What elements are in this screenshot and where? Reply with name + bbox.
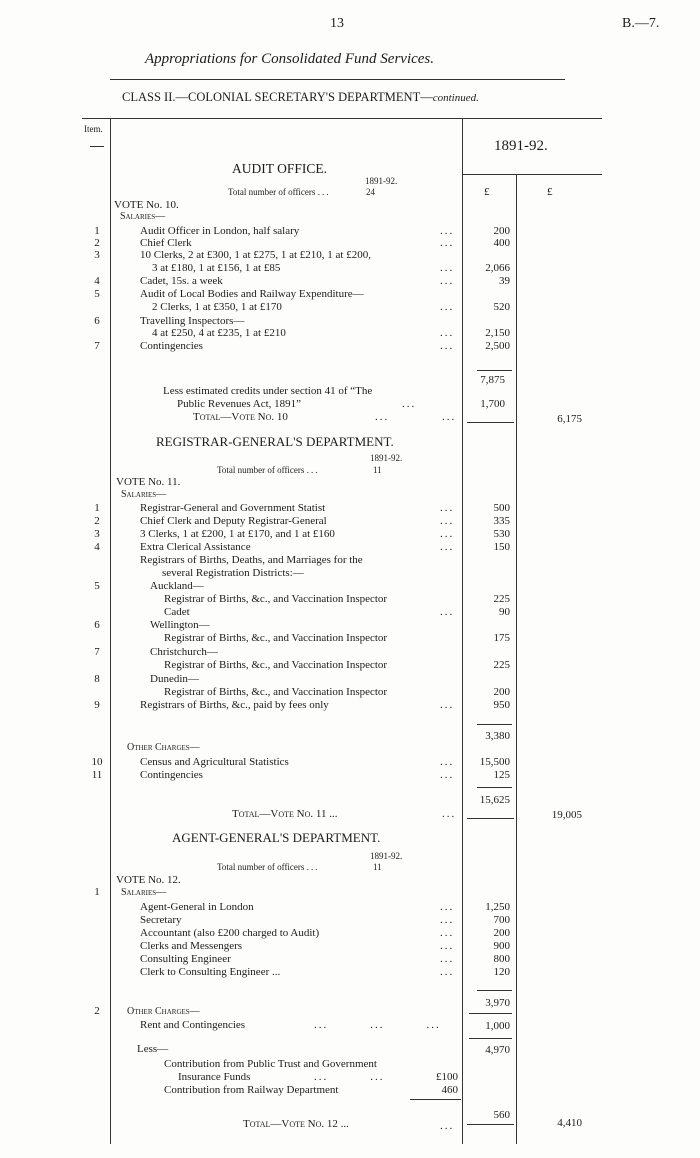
agent-sum: 4,970	[485, 1044, 510, 1056]
row-amount: 800	[493, 953, 510, 965]
row-amount: 2,500	[485, 340, 510, 352]
audit-subtotal-rule	[477, 370, 512, 371]
audit-less-line1: Less estimated credits under section 41 of “The	[163, 385, 373, 397]
agent-rent-rule-bottom	[469, 1038, 512, 1039]
row-amount: 500	[493, 502, 510, 514]
agent-salaries-label: Salaries—	[121, 887, 167, 898]
agent-subtotal: 3,970	[485, 997, 510, 1009]
leader-dots: ...	[440, 262, 455, 274]
agent-officers-count: 11	[373, 862, 382, 872]
agent-contrib2: Contribution from Railway Department	[164, 1084, 339, 1096]
registrar-other-subtotal: 15,625	[479, 794, 510, 806]
row-text: Secretary	[140, 914, 182, 926]
item-number: 6	[94, 619, 100, 631]
class-heading-text: CLASS II.—COLONIAL SECRETARY'S DEPARTMENT—	[122, 90, 433, 104]
registrar-officers-count: 11	[373, 465, 382, 475]
row-amount: 150	[493, 541, 510, 553]
agent-item-1: 1	[94, 886, 100, 898]
total-column-rule	[516, 175, 517, 1144]
row-amount: 400	[493, 237, 510, 249]
audit-less-dots: ...	[402, 398, 417, 410]
agent-officers-year: 1891-92.	[370, 851, 403, 861]
item-number: 1	[94, 225, 100, 237]
row-text: Cadet	[164, 606, 190, 618]
row-text: Christchurch—	[150, 646, 218, 658]
audit-total-dots2: ...	[442, 411, 457, 423]
row-amount: 950	[493, 699, 510, 711]
item-number: 3	[94, 249, 100, 261]
agent-contrib1-line1: Contribution from Public Trust and Government	[164, 1058, 377, 1070]
row-text: 4 at £250, 4 at £235, 1 at £210	[152, 327, 286, 339]
agent-rent-amount: 1,000	[485, 1020, 510, 1032]
leader-dots: ...	[440, 940, 455, 952]
item-number: 1	[94, 502, 100, 514]
agent-other-label: Other Charges—	[127, 1006, 200, 1017]
audit-total-rule	[467, 422, 514, 423]
class-heading	[122, 90, 479, 105]
item-number: 4	[94, 275, 100, 287]
agent-heading: AGENT-GENERAL'S DEPARTMENT.	[172, 830, 381, 845]
leader-dots: ...	[440, 515, 455, 527]
agent-rent-dots: ... ... ...	[314, 1019, 441, 1031]
leader-dots: ...	[440, 699, 455, 711]
agent-contrib2-amount: 460	[441, 1084, 458, 1096]
registrar-vote: VOTE No. 11.	[116, 476, 181, 488]
row-text: Travelling Inspectors—	[140, 315, 245, 327]
row-text: 3 Clerks, 1 at £200, 1 at £170, and 1 at £160	[140, 528, 335, 540]
item-header-dash	[90, 146, 104, 147]
item-number: 2	[94, 515, 100, 527]
audit-total-label: Total—Vote No. 10	[193, 411, 288, 423]
row-amount: 225	[493, 659, 510, 671]
row-text: Registrar-General and Government Statist	[140, 502, 326, 514]
document-reference: B.—7.	[622, 16, 660, 31]
leader-dots: ...	[440, 502, 455, 514]
table-top-rule	[82, 118, 602, 119]
row-amount: 530	[493, 528, 510, 540]
leader-dots: ...	[440, 275, 455, 287]
audit-officers-count: 24	[366, 187, 375, 197]
leader-dots: ...	[440, 953, 455, 965]
audit-total-dots1: ...	[375, 411, 390, 423]
page-number: 13	[330, 16, 344, 31]
page-title: Appropriations for Consolidated Fund Services.	[145, 51, 435, 67]
row-amount: 200	[493, 225, 510, 237]
agent-total-dots: ...	[440, 1120, 455, 1132]
agent-officers-label: Total number of officers ...	[217, 862, 320, 872]
audit-subtotal: 7,875	[480, 374, 505, 386]
pound-sign-amount: £	[484, 186, 490, 198]
audit-officers-year: 1891-92.	[365, 176, 398, 186]
leader-dots: ...	[440, 301, 455, 313]
leader-dots: ...	[440, 327, 455, 339]
leader-dots: ...	[440, 237, 455, 249]
row-text: 2 Clerks, 1 at £350, 1 at £170	[152, 301, 282, 313]
registrar-other-rule	[477, 787, 512, 788]
leader-dots: ...	[440, 914, 455, 926]
agent-subtotal-rule	[477, 990, 512, 991]
row-amount: 520	[493, 301, 510, 313]
row-amount: 200	[493, 686, 510, 698]
row-text: Census and Agricultural Statistics	[140, 756, 289, 768]
row-text: Contingencies	[140, 340, 203, 352]
row-amount: 900	[493, 940, 510, 952]
leader-dots: ...	[440, 606, 455, 618]
agent-rent-text: Rent and Contingencies	[140, 1019, 246, 1031]
item-number: 11	[91, 769, 103, 781]
agent-less-label: Less—	[137, 1043, 169, 1055]
row-text: Chief Clerk and Deputy Registrar-General	[140, 515, 327, 527]
leader-dots: ...	[440, 901, 455, 913]
item-number: 5	[94, 580, 100, 592]
item-number: 4	[94, 541, 100, 553]
item-number: 5	[94, 288, 100, 300]
agent-total-amount: 4,410	[557, 1117, 582, 1129]
row-amount: 2,066	[485, 262, 510, 274]
row-text: Audit of Local Bodies and Railway Expenditure—	[140, 288, 364, 300]
item-column-rule	[110, 119, 111, 1144]
row-amount: 200	[493, 927, 510, 939]
row-text: Wellington—	[150, 619, 210, 631]
audit-less-line2: Public Revenues Act, 1891”	[177, 398, 302, 410]
registrar-officers-label-text: Total number of officers	[217, 465, 305, 475]
registrar-total-dots: ...	[442, 808, 457, 820]
audit-officers-label: Total number of officers ...	[228, 187, 331, 197]
row-text: several Registration Districts:—	[162, 567, 304, 579]
audit-vote: VOTE No. 10.	[114, 199, 179, 211]
row-amount: 1,250	[485, 901, 510, 913]
item-number: 8	[94, 673, 100, 685]
row-text: Registrar of Births, &c., and Vaccination Inspector	[164, 659, 388, 671]
row-text: Registrars of Births, Deaths, and Marriages for the	[140, 554, 363, 566]
row-amount: 175	[493, 632, 510, 644]
agent-total-rule	[467, 1124, 514, 1125]
agent-contrib1-dots: ... ...	[314, 1071, 385, 1083]
row-text: Dunedin—	[150, 673, 199, 685]
row-text: Clerks and Messengers	[140, 940, 243, 952]
row-amount: 2,150	[485, 327, 510, 339]
agent-less-total: 560	[493, 1109, 510, 1121]
audit-officers-label-text: Total number of officers	[228, 187, 316, 197]
row-amount: 700	[493, 914, 510, 926]
item-number: 10	[91, 756, 103, 768]
row-text: Cadet, 15s. a week	[140, 275, 223, 287]
amount-column-rule	[462, 119, 463, 1144]
agent-officers-label-text: Total number of officers	[217, 862, 305, 872]
leader-dots: ...	[440, 225, 455, 237]
row-amount: 120	[493, 966, 510, 978]
registrar-total-rule	[467, 818, 514, 819]
audit-total-amount: 6,175	[557, 413, 582, 425]
audit-less-amount: 1,700	[480, 398, 505, 410]
row-text: Clerk to Consulting Engineer ...	[140, 966, 281, 978]
item-column-header: Item.	[84, 124, 103, 134]
row-text: 3 at £180, 1 at £156, 1 at £85	[152, 262, 281, 274]
row-text: Agent-General in London	[140, 901, 254, 913]
row-text: Extra Clerical Assistance	[140, 541, 251, 553]
registrar-total-label: Total—Vote No. 11 ...	[232, 808, 338, 820]
year-header-rule	[462, 174, 602, 175]
row-text: Consulting Engineer	[140, 953, 231, 965]
year-column-header: 1891-92.	[494, 138, 548, 154]
row-text: Registrars of Births, &c., paid by fees only	[140, 699, 329, 711]
row-amount: 225	[493, 593, 510, 605]
registrar-subtotal-rule	[477, 724, 512, 725]
leader-dots: ...	[440, 966, 455, 978]
row-text: Chief Clerk	[140, 237, 192, 249]
leader-dots: ...	[440, 927, 455, 939]
agent-contrib1-amount: £100	[436, 1071, 458, 1083]
row-amount: 125	[493, 769, 510, 781]
row-text: 10 Clerks, 2 at £300, 1 at £275, 1 at £210, 1 at £200,	[140, 249, 371, 261]
registrar-officers-year: 1891-92.	[370, 453, 403, 463]
row-amount: 90	[499, 606, 510, 618]
item-number: 7	[94, 646, 100, 658]
agent-vote: VOTE No. 12.	[116, 874, 181, 886]
audit-heading: AUDIT OFFICE.	[232, 161, 328, 176]
row-text: Registrar of Births, &c., and Vaccination Inspector	[164, 632, 388, 644]
audit-salaries-label: Salaries—	[120, 211, 166, 222]
class-heading-continued: continued.	[432, 92, 479, 104]
row-amount: 15,500	[479, 756, 510, 768]
row-text: Audit Officer in London, half salary	[140, 225, 300, 237]
agent-contrib-rule	[410, 1099, 461, 1100]
leader-dots: ...	[440, 756, 455, 768]
registrar-subtotal: 3,380	[485, 730, 510, 742]
agent-total-label: Total—Vote No. 12 ...	[243, 1118, 349, 1130]
item-number: 6	[94, 315, 100, 327]
agent-rent-rule-top	[469, 1013, 512, 1014]
row-amount: 335	[493, 515, 510, 527]
row-text: Registrar of Births, &c., and Vaccination Inspector	[164, 593, 388, 605]
item-number: 7	[94, 340, 100, 352]
registrar-other-label: Other Charges—	[127, 742, 200, 753]
row-amount: 39	[499, 275, 510, 287]
leader-dots: ...	[440, 769, 455, 781]
leader-dots: ...	[440, 528, 455, 540]
row-text: Contingencies	[140, 769, 203, 781]
title-rule	[110, 79, 565, 80]
leader-dots: ...	[440, 541, 455, 553]
row-text: Registrar of Births, &c., and Vaccination Inspector	[164, 686, 388, 698]
row-text: Accountant (also £200 charged to Audit)	[140, 927, 320, 939]
item-number: 2	[94, 237, 100, 249]
row-text: Auckland—	[150, 580, 204, 592]
registrar-total-amount: 19,005	[551, 809, 582, 821]
agent-item-2: 2	[94, 1005, 100, 1017]
item-number: 3	[94, 528, 100, 540]
agent-contrib1-line2: Insurance Funds	[178, 1071, 251, 1083]
pound-sign-total: £	[547, 186, 553, 198]
leader-dots: ...	[440, 340, 455, 352]
item-number: 9	[94, 699, 100, 711]
registrar-salaries-label: Salaries—	[121, 489, 167, 500]
registrar-officers-label: Total number of officers ...	[217, 465, 320, 475]
registrar-heading: REGISTRAR-GENERAL'S DEPARTMENT.	[156, 434, 394, 449]
